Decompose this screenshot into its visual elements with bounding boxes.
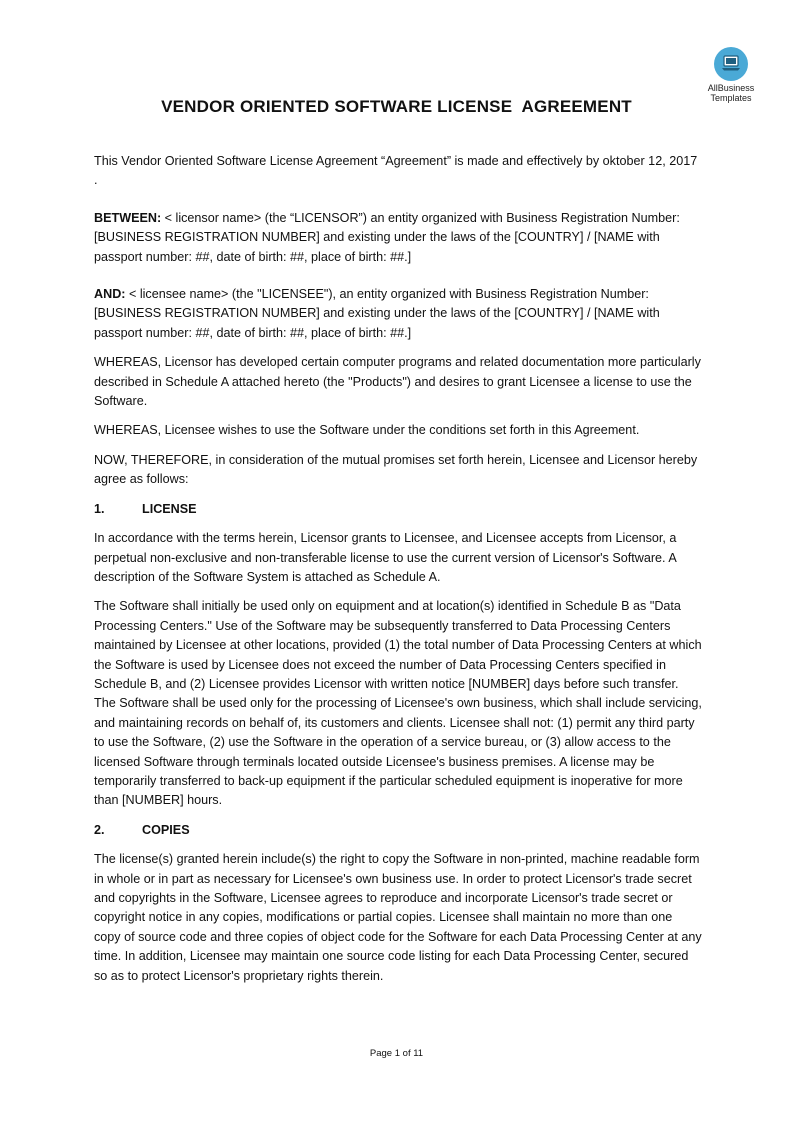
document-body <box>94 152 702 996</box>
whereas-paragraph-1: WHEREAS, Licensor has developed certain computer programs and related documentation more particularly described in Schedule A attached hereto (the "Products") and desires to grant Licensee a license to use the Software. <box>94 355 701 409</box>
now-therefore-paragraph: NOW, THEREFORE, in consideration of the mutual promises set forth herein, Licensee and Licensor hereby agree as follows: <box>94 452 698 487</box>
section-heading-license <box>94 500 702 519</box>
document-title: VENDOR ORIENTED SOFTWARE LICENSE AGREEMENT <box>161 97 632 116</box>
and-text: < licensee name> (the "LICENSEE"), an entity organized with Business Registration Number: [BUSINESS REGISTRATION NUMBER] and existing under the laws of the [COUNTRY] / [NAME with passport number: ##, date of birth: ##, place of birth: ##.] <box>94 287 660 340</box>
between-lead: BETWEEN: <box>94 210 162 225</box>
whereas-paragraph-2: WHEREAS, Licensee wishes to use the Software under the conditions set forth in this Agreement. <box>94 423 640 438</box>
section-title: LICENSE <box>142 501 197 516</box>
section-number: 2. <box>94 822 105 837</box>
page-number: Page 1 of 11 <box>369 1048 424 1059</box>
section-number: 1. <box>94 501 105 516</box>
laptop-icon <box>714 47 748 81</box>
between-paragraph <box>94 209 702 267</box>
allbusiness-templates-logo <box>700 47 762 103</box>
intro-paragraph: This Vendor Oriented Software License Agreement “Agreement” is made and effectively by oktober 12, 2017 . <box>94 154 698 188</box>
between-text: < licensor name> (the “LICENSOR”) an entity organized with Business Registration Number: [BUSINESS REGISTRATION NUMBER] and existing under the laws of the [COUNTRY] / [NAME with passport number: ##, date of birth: ##, place of birth: ##.] <box>94 210 680 264</box>
section-title: COPIES <box>142 822 190 837</box>
license-paragraph-2: The Software shall initially be used only on equipment and at location(s) identified in Schedule B as "Data Processing Centers." Use of the Software may be subsequently transferred to Data Processing Centers maintained by Licensee at other locations, provided (1) the total number of Data Processing Centers at which the Software is used by Licensee does not exceed the number of Data Processing Centers specified in Schedule B, and (2) Licensee provides Licensor with written notice [NUMBER] days before such transfer. The Software shall be used only for the processing of Licensee's own business, which shall include servicing, and maintaining records on behalf of, its customers and clients. Licensee shall not: (1) permit any third party to use the Software, (2) use the Software in the operation of a service bureau, or (3) allow access to the licensed Software through terminals located outside Licensee's business premises. A license may be temporarily transferred to back-up equipment if the particular scheduled equipment is inoperative for more than [NUMBER] hours. <box>94 599 702 808</box>
copies-paragraph-1: The license(s) granted herein include(s) the right to copy the Software in non-printed, machine readable form in whole or in part as necessary for Licensee's own business use. In order to protect Licensor's trade secret and copyrights in the Software, Licensee agrees to reproduce and incorporate Licensor's trade secret or copyright notice in any copies, modifications or partial copies. Licensee shall maintain no more than one copy of source code and three copies of object code for the Software for each Data Processing Center at any time. In addition, Licensee may maintain one source code listing for each Data Processing Center, secured so as to protect Licensor's proprietary rights therein. <box>94 852 702 983</box>
section-heading-copies <box>94 821 702 840</box>
logo-text-line1: AllBusiness <box>707 83 755 93</box>
license-paragraph-1: In accordance with the terms herein, Licensor grants to Licensee, and Licensee accepts from Licensor, a perpetual non-exclusive and non-transferable license to use the current version of Licensor's Software. A description of the Software System is attached as Schedule A. <box>94 531 677 584</box>
and-paragraph <box>94 285 702 343</box>
and-lead: AND: <box>94 287 126 302</box>
logo-text-line2: Templates <box>710 93 752 103</box>
